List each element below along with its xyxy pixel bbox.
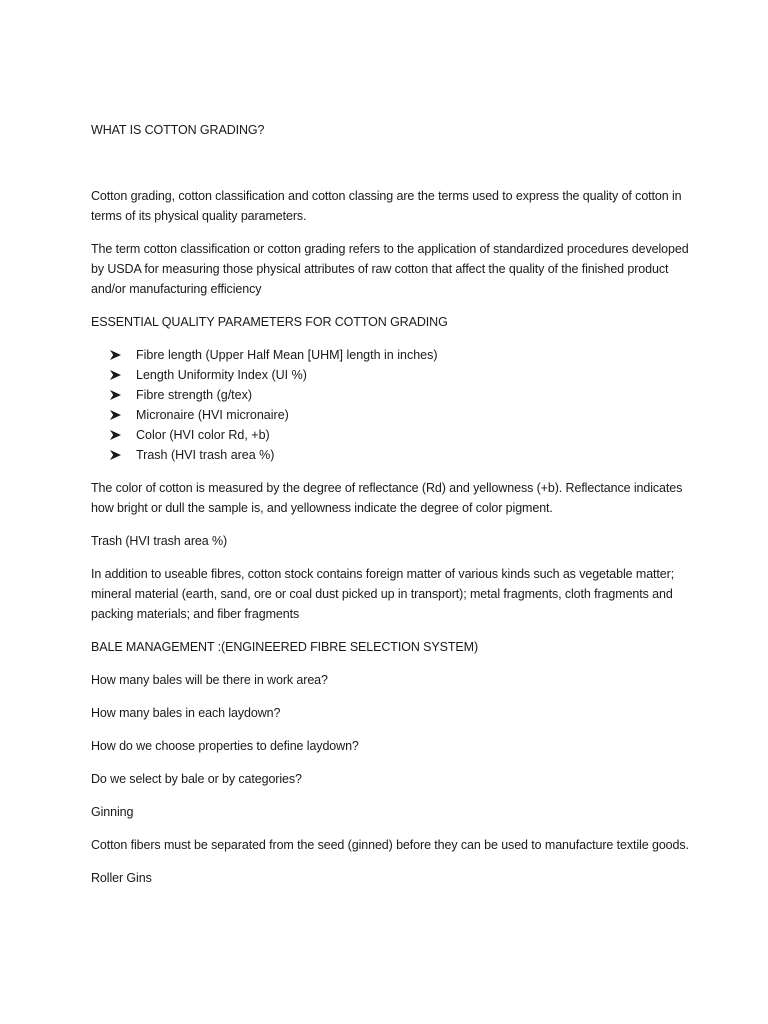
definition-paragraph: The term cotton classification or cotton grading refers to the application of standardized procedures developed by USDA for measuring those physical attributes of raw cotton that affect the quality of the finished product and/or manufacturing efficiency (91, 242, 689, 296)
list-item-text: Fibre strength (g/tex) (136, 388, 253, 402)
question-work-area: How many bales will be there in work area? (91, 673, 328, 687)
arrowhead-bullet-icon (110, 425, 124, 445)
list-item (110, 425, 691, 445)
arrowhead-bullet-icon (110, 365, 124, 385)
parameters-heading: ESSENTIAL QUALITY PARAMETERS FOR COTTON GRADING (91, 315, 448, 329)
question-select-by: Do we select by bale or by categories? (91, 772, 302, 786)
question-bales-per-laydown: How many bales in each laydown? (91, 706, 281, 720)
list-item-text: Fibre length (Upper Half Mean [UHM] length in inches) (136, 348, 438, 362)
list-item-text: Trash (HVI trash area %) (136, 448, 275, 462)
question-choose-properties: How do we choose properties to define laydown? (91, 739, 359, 753)
arrowhead-bullet-icon (110, 445, 124, 465)
parameters-list (91, 345, 691, 465)
arrowhead-bullet-icon (110, 345, 124, 365)
arrowhead-bullet-icon (110, 385, 124, 405)
list-item-text: Color (HVI color Rd, +b) (136, 428, 270, 442)
list-item-text: Micronaire (HVI micronaire) (136, 408, 289, 422)
arrowhead-bullet-icon (110, 405, 124, 425)
list-item (110, 345, 691, 365)
list-item-text: Length Uniformity Index (UI %) (136, 368, 307, 382)
document-title: WHAT IS COTTON GRADING? (91, 123, 265, 137)
intro-paragraph: Cotton grading, cotton classification and cotton classing are the terms used to express the quality of cotton in terms of its physical quality parameters. (91, 189, 682, 223)
list-item (110, 385, 691, 405)
trash-paragraph: In addition to useable fibres, cotton stock contains foreign matter of various kinds such as vegetable matter; mineral material (earth, sand, ore or coal dust picked up in transport); metal fragments, cloth fragments and packing materials; and fiber fragments (91, 567, 675, 621)
ginning-heading: Ginning (91, 805, 134, 819)
list-item (110, 365, 691, 385)
roller-gins-heading: Roller Gins (91, 871, 152, 885)
list-item (110, 405, 691, 425)
ginning-paragraph: Cotton fibers must be separated from the seed (ginned) before they can be used to manufacture textile goods. (91, 838, 689, 852)
list-item (110, 445, 691, 465)
trash-heading: Trash (HVI trash area %) (91, 534, 228, 548)
document-body (91, 120, 691, 888)
color-paragraph: The color of cotton is measured by the degree of reflectance (Rd) and yellowness (+b). Reflectance indicates how bright or dull the sample is, and yellowness indicate the degree of color pigment. (91, 481, 683, 515)
bale-management-heading: BALE MANAGEMENT :(ENGINEERED FIBRE SELECTION SYSTEM) (91, 640, 479, 654)
